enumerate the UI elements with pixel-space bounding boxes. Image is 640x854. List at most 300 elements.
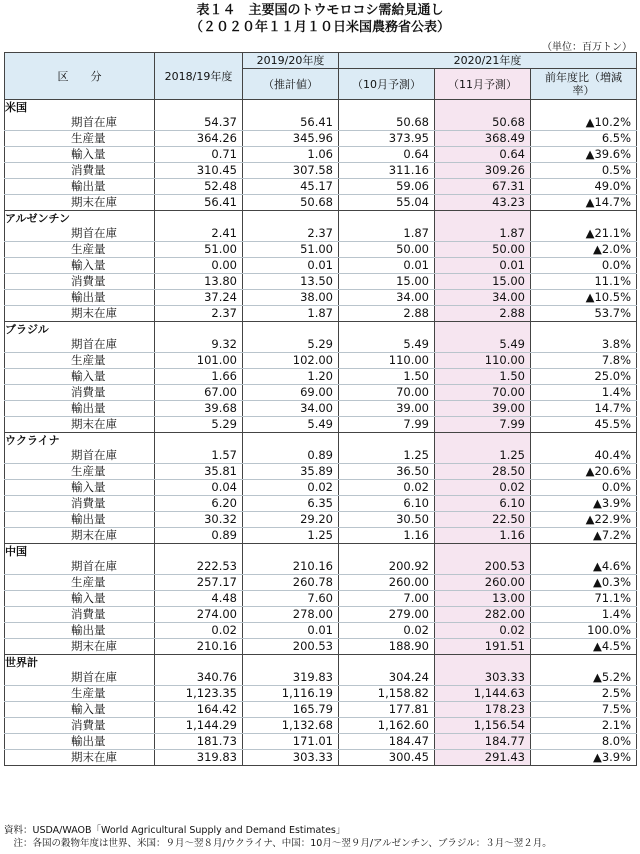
value-oct: 1,158.82	[339, 686, 435, 702]
value-2018: 37.24	[155, 290, 243, 306]
value-change: 71.1%	[531, 591, 637, 607]
section-blank-cell	[339, 211, 435, 227]
row-label: 生産量	[5, 131, 155, 147]
section-blank-cell	[435, 433, 531, 449]
row-label: 生産量	[5, 353, 155, 369]
value-oct: 55.04	[339, 195, 435, 211]
value-change: ▲2.0%	[531, 242, 637, 258]
value-2019: 51.00	[243, 242, 339, 258]
section-blank-cell	[435, 655, 531, 671]
value-change: 2.1%	[531, 718, 637, 734]
value-2018: 319.83	[155, 750, 243, 766]
header-2018: 2018/19年度	[155, 53, 243, 100]
row-label: 輸出量	[5, 623, 155, 639]
table-row	[5, 290, 637, 306]
row-label: 生産量	[5, 242, 155, 258]
value-oct: 188.90	[339, 639, 435, 655]
value-2019: 7.60	[243, 591, 339, 607]
value-2018: 164.42	[155, 702, 243, 718]
value-oct: 1.87	[339, 226, 435, 242]
value-change: 3.8%	[531, 337, 637, 353]
row-label: 期首在庫	[5, 115, 155, 131]
row-label: 輸入量	[5, 147, 155, 163]
value-2018: 30.32	[155, 512, 243, 528]
table-row	[5, 512, 637, 528]
value-change: ▲14.7%	[531, 195, 637, 211]
value-change: 14.7%	[531, 401, 637, 417]
section-blank-cell	[155, 655, 243, 671]
header-change	[531, 69, 637, 100]
value-nov: 13.00	[435, 591, 531, 607]
table-row	[5, 163, 637, 179]
value-change: ▲21.1%	[531, 226, 637, 242]
value-oct: 300.45	[339, 750, 435, 766]
table-row	[5, 480, 637, 496]
value-oct: 0.01	[339, 258, 435, 274]
section-blank-cell	[155, 322, 243, 338]
value-change: 1.4%	[531, 607, 637, 623]
table-row	[5, 385, 637, 401]
value-oct: 260.00	[339, 575, 435, 591]
value-2019: 1.20	[243, 369, 339, 385]
section-blank-cell	[339, 100, 435, 116]
row-label: 輸出量	[5, 179, 155, 195]
value-2018: 101.00	[155, 353, 243, 369]
row-label: 輸出量	[5, 290, 155, 306]
value-oct: 279.00	[339, 607, 435, 623]
note-text: 注：各国の穀物年度は世界、米国：９月～翌８月/ウクライナ、中国：10月～翌９月/アルゼンチン、ブラジル：３月～翌２月。	[4, 838, 552, 849]
value-2019: 200.53	[243, 639, 339, 655]
table-row	[5, 147, 637, 163]
value-nov: 7.99	[435, 417, 531, 433]
value-nov: 191.51	[435, 639, 531, 655]
section-blank-cell	[155, 433, 243, 449]
value-change: 6.5%	[531, 131, 637, 147]
value-2018: 67.00	[155, 385, 243, 401]
value-oct: 36.50	[339, 464, 435, 480]
value-oct: 184.47	[339, 734, 435, 750]
table-row	[5, 401, 637, 417]
row-label: 期末在庫	[5, 528, 155, 544]
value-2018: 0.00	[155, 258, 243, 274]
row-label: 期首在庫	[5, 559, 155, 575]
value-nov: 1.87	[435, 226, 531, 242]
row-label: 輸入量	[5, 702, 155, 718]
value-nov: 0.01	[435, 258, 531, 274]
row-label: 生産量	[5, 686, 155, 702]
value-oct: 0.02	[339, 623, 435, 639]
value-nov: 184.77	[435, 734, 531, 750]
section-blank-cell	[435, 544, 531, 560]
value-2019: 5.29	[243, 337, 339, 353]
value-2019: 56.41	[243, 115, 339, 131]
value-nov: 1,144.63	[435, 686, 531, 702]
header-2020: 2020/21年度	[339, 53, 637, 69]
value-2019: 2.37	[243, 226, 339, 242]
value-oct: 0.02	[339, 480, 435, 496]
row-label: 期首在庫	[5, 670, 155, 686]
value-2019: 6.35	[243, 496, 339, 512]
value-nov: 15.00	[435, 274, 531, 290]
table-row	[5, 575, 637, 591]
table-row	[5, 306, 637, 322]
value-2019: 1,132.68	[243, 718, 339, 734]
value-oct: 5.49	[339, 337, 435, 353]
table-row	[5, 258, 637, 274]
value-oct: 30.50	[339, 512, 435, 528]
value-nov: 0.02	[435, 480, 531, 496]
value-2019: 303.33	[243, 750, 339, 766]
value-oct: 7.00	[339, 591, 435, 607]
section-blank-cell	[155, 544, 243, 560]
value-change: ▲4.5%	[531, 639, 637, 655]
value-oct: 1.16	[339, 528, 435, 544]
value-nov: 2.88	[435, 306, 531, 322]
row-label: 輸入量	[5, 369, 155, 385]
value-nov: 309.26	[435, 163, 531, 179]
value-change: ▲4.6%	[531, 559, 637, 575]
value-nov: 6.10	[435, 496, 531, 512]
value-change: 7.8%	[531, 353, 637, 369]
value-nov: 43.23	[435, 195, 531, 211]
value-nov: 368.49	[435, 131, 531, 147]
value-nov: 1.16	[435, 528, 531, 544]
value-oct: 373.95	[339, 131, 435, 147]
row-label: 消費量	[5, 496, 155, 512]
section-blank-cell	[339, 655, 435, 671]
value-2018: 0.02	[155, 623, 243, 639]
value-oct: 7.99	[339, 417, 435, 433]
table-row	[5, 670, 637, 686]
section-blank-cell	[155, 211, 243, 227]
section-name: アルゼンチン	[5, 212, 71, 225]
value-oct: 177.81	[339, 702, 435, 718]
value-nov: 22.50	[435, 512, 531, 528]
section-name: ウクライナ	[5, 434, 60, 447]
value-nov: 178.23	[435, 702, 531, 718]
value-change: 49.0%	[531, 179, 637, 195]
value-2018: 1,144.29	[155, 718, 243, 734]
value-nov: 303.33	[435, 670, 531, 686]
value-2019: 1.25	[243, 528, 339, 544]
value-change: 45.5%	[531, 417, 637, 433]
row-label: 消費量	[5, 163, 155, 179]
value-2018: 2.41	[155, 226, 243, 242]
value-2018: 0.89	[155, 528, 243, 544]
table-row	[5, 639, 637, 655]
value-change: 11.1%	[531, 274, 637, 290]
table-row	[5, 448, 637, 464]
section-blank-cell	[243, 655, 339, 671]
section-row	[5, 100, 637, 116]
value-change: 8.0%	[531, 734, 637, 750]
table-row	[5, 353, 637, 369]
value-nov: 70.00	[435, 385, 531, 401]
section-blank-cell	[531, 322, 637, 338]
row-label: 期末在庫	[5, 750, 155, 766]
value-oct: 304.24	[339, 670, 435, 686]
value-2018: 1.66	[155, 369, 243, 385]
header-2019: 2019/20年度	[243, 53, 339, 69]
header-change-label: 前年度比（増減率）	[545, 71, 623, 97]
value-2019: 0.02	[243, 480, 339, 496]
value-2018: 13.80	[155, 274, 243, 290]
value-2018: 310.45	[155, 163, 243, 179]
value-nov: 1.25	[435, 448, 531, 464]
section-row	[5, 211, 637, 227]
value-2019: 165.79	[243, 702, 339, 718]
value-change: ▲0.3%	[531, 575, 637, 591]
value-oct: 50.00	[339, 242, 435, 258]
table-row	[5, 242, 637, 258]
value-oct: 2.88	[339, 306, 435, 322]
table-body	[5, 100, 637, 766]
section-blank-cell	[243, 322, 339, 338]
value-2018: 1.57	[155, 448, 243, 464]
value-2018: 54.37	[155, 115, 243, 131]
value-2019: 0.89	[243, 448, 339, 464]
row-label: 期首在庫	[5, 226, 155, 242]
section-blank-cell	[155, 100, 243, 116]
row-label: 輸出量	[5, 734, 155, 750]
value-change: 2.5%	[531, 686, 637, 702]
value-2019: 0.01	[243, 258, 339, 274]
value-oct: 311.16	[339, 163, 435, 179]
value-oct: 1.50	[339, 369, 435, 385]
value-oct: 110.00	[339, 353, 435, 369]
table-row	[5, 226, 637, 242]
row-label: 消費量	[5, 274, 155, 290]
table-title	[0, 2, 640, 36]
table-row	[5, 337, 637, 353]
value-2019: 278.00	[243, 607, 339, 623]
value-change: ▲39.6%	[531, 147, 637, 163]
value-change: ▲10.5%	[531, 290, 637, 306]
value-oct: 15.00	[339, 274, 435, 290]
value-nov: 34.00	[435, 290, 531, 306]
value-nov: 67.31	[435, 179, 531, 195]
section-name: 世界計	[5, 656, 38, 669]
row-label: 輸入量	[5, 258, 155, 274]
table-row	[5, 528, 637, 544]
table-row	[5, 623, 637, 639]
value-nov: 39.00	[435, 401, 531, 417]
table-row	[5, 115, 637, 131]
header-oct: （10月予測）	[339, 69, 435, 100]
value-oct: 59.06	[339, 179, 435, 195]
section-blank-cell	[531, 433, 637, 449]
value-oct: 0.64	[339, 147, 435, 163]
table-row	[5, 496, 637, 512]
header-nov: （11月予測）	[435, 69, 531, 100]
value-nov: 200.53	[435, 559, 531, 575]
row-label: 期末在庫	[5, 639, 155, 655]
table-row	[5, 274, 637, 290]
value-change: 7.5%	[531, 702, 637, 718]
section-blank-cell	[243, 544, 339, 560]
value-oct: 34.00	[339, 290, 435, 306]
value-change: ▲10.2%	[531, 115, 637, 131]
value-2019: 319.83	[243, 670, 339, 686]
row-label: 期首在庫	[5, 337, 155, 353]
row-label: 輸出量	[5, 401, 155, 417]
value-2018: 274.00	[155, 607, 243, 623]
value-nov: 28.50	[435, 464, 531, 480]
value-2019: 171.01	[243, 734, 339, 750]
table-header	[5, 53, 637, 100]
value-2018: 52.48	[155, 179, 243, 195]
value-oct: 39.00	[339, 401, 435, 417]
section-blank-cell	[531, 211, 637, 227]
value-nov: 1,156.54	[435, 718, 531, 734]
value-change: 100.0%	[531, 623, 637, 639]
value-2018: 9.32	[155, 337, 243, 353]
supply-demand-table	[4, 52, 637, 766]
value-2019: 13.50	[243, 274, 339, 290]
value-nov: 1.50	[435, 369, 531, 385]
value-change: 1.4%	[531, 385, 637, 401]
value-2018: 0.04	[155, 480, 243, 496]
note-source: 資料：USDA/WAOB「World Agricultural Supply and Demand Estimates」	[4, 825, 346, 836]
value-change: 0.0%	[531, 480, 637, 496]
value-2019: 102.00	[243, 353, 339, 369]
value-2019: 345.96	[243, 131, 339, 147]
value-nov: 50.00	[435, 242, 531, 258]
row-label: 期末在庫	[5, 417, 155, 433]
value-2018: 4.48	[155, 591, 243, 607]
section-row	[5, 655, 637, 671]
section-name: 中国	[5, 545, 27, 558]
section-row	[5, 544, 637, 560]
value-2019: 1,116.19	[243, 686, 339, 702]
table-row	[5, 179, 637, 195]
row-label: 生産量	[5, 575, 155, 591]
value-2019: 5.49	[243, 417, 339, 433]
value-2018: 364.26	[155, 131, 243, 147]
value-oct: 1,162.60	[339, 718, 435, 734]
value-2019: 1.87	[243, 306, 339, 322]
value-2018: 210.16	[155, 639, 243, 655]
section-blank-cell	[435, 322, 531, 338]
value-2019: 29.20	[243, 512, 339, 528]
table-row	[5, 686, 637, 702]
value-oct: 200.92	[339, 559, 435, 575]
value-oct: 70.00	[339, 385, 435, 401]
value-change: 0.5%	[531, 163, 637, 179]
value-2019: 34.00	[243, 401, 339, 417]
value-2019: 260.78	[243, 575, 339, 591]
value-oct: 50.68	[339, 115, 435, 131]
unit-label: （単位：百万トン）	[542, 42, 632, 53]
row-label: 期首在庫	[5, 448, 155, 464]
value-change: 25.0%	[531, 369, 637, 385]
row-label: 消費量	[5, 607, 155, 623]
value-2019: 1.06	[243, 147, 339, 163]
value-nov: 282.00	[435, 607, 531, 623]
value-nov: 110.00	[435, 353, 531, 369]
value-2019: 35.89	[243, 464, 339, 480]
value-change: 0.0%	[531, 258, 637, 274]
row-label: 期末在庫	[5, 306, 155, 322]
table-row	[5, 750, 637, 766]
value-change: ▲3.9%	[531, 750, 637, 766]
section-row	[5, 433, 637, 449]
section-name: ブラジル	[5, 323, 49, 336]
section-row	[5, 322, 637, 338]
value-nov: 291.43	[435, 750, 531, 766]
header-category: 区 分	[5, 53, 155, 100]
section-blank-cell	[339, 433, 435, 449]
value-2018: 6.20	[155, 496, 243, 512]
value-2019: 69.00	[243, 385, 339, 401]
row-label: 生産量	[5, 464, 155, 480]
value-2019: 38.00	[243, 290, 339, 306]
value-nov: 260.00	[435, 575, 531, 591]
section-blank-cell	[435, 100, 531, 116]
value-oct: 1.25	[339, 448, 435, 464]
value-2019: 45.17	[243, 179, 339, 195]
value-change: 40.4%	[531, 448, 637, 464]
table-row	[5, 417, 637, 433]
table-row	[5, 702, 637, 718]
title-line-2: （２０２０年１１月１０日米国農務省公表）	[189, 20, 450, 35]
value-nov: 0.64	[435, 147, 531, 163]
section-blank-cell	[339, 544, 435, 560]
section-blank-cell	[531, 100, 637, 116]
value-change: ▲22.9%	[531, 512, 637, 528]
value-nov: 50.68	[435, 115, 531, 131]
value-nov: 0.02	[435, 623, 531, 639]
value-2018: 181.73	[155, 734, 243, 750]
value-nov: 5.49	[435, 337, 531, 353]
value-2018: 35.81	[155, 464, 243, 480]
value-change: 53.7%	[531, 306, 637, 322]
value-2018: 39.68	[155, 401, 243, 417]
value-2018: 1,123.35	[155, 686, 243, 702]
value-change: ▲20.6%	[531, 464, 637, 480]
table-row	[5, 734, 637, 750]
row-label: 期末在庫	[5, 195, 155, 211]
value-change: ▲7.2%	[531, 528, 637, 544]
row-label: 輸出量	[5, 512, 155, 528]
section-blank-cell	[435, 211, 531, 227]
value-change: ▲3.9%	[531, 496, 637, 512]
value-2019: 50.68	[243, 195, 339, 211]
value-2018: 257.17	[155, 575, 243, 591]
value-change: ▲5.2%	[531, 670, 637, 686]
section-blank-cell	[243, 100, 339, 116]
row-label: 輸入量	[5, 480, 155, 496]
section-blank-cell	[243, 433, 339, 449]
section-blank-cell	[531, 544, 637, 560]
value-2018: 51.00	[155, 242, 243, 258]
title-line-1: 表１４ 主要国のトウモロコシ需給見通し	[196, 3, 444, 18]
value-oct: 6.10	[339, 496, 435, 512]
section-blank-cell	[243, 211, 339, 227]
table-row	[5, 464, 637, 480]
value-2019: 307.58	[243, 163, 339, 179]
section-blank-cell	[531, 655, 637, 671]
value-2018: 56.41	[155, 195, 243, 211]
table-row	[5, 718, 637, 734]
section-name: 米国	[5, 101, 27, 114]
section-blank-cell	[339, 322, 435, 338]
value-2018: 222.53	[155, 559, 243, 575]
row-label: 消費量	[5, 385, 155, 401]
table-row	[5, 559, 637, 575]
header-2019-sub: （推計値）	[243, 69, 339, 100]
value-2018: 0.71	[155, 147, 243, 163]
